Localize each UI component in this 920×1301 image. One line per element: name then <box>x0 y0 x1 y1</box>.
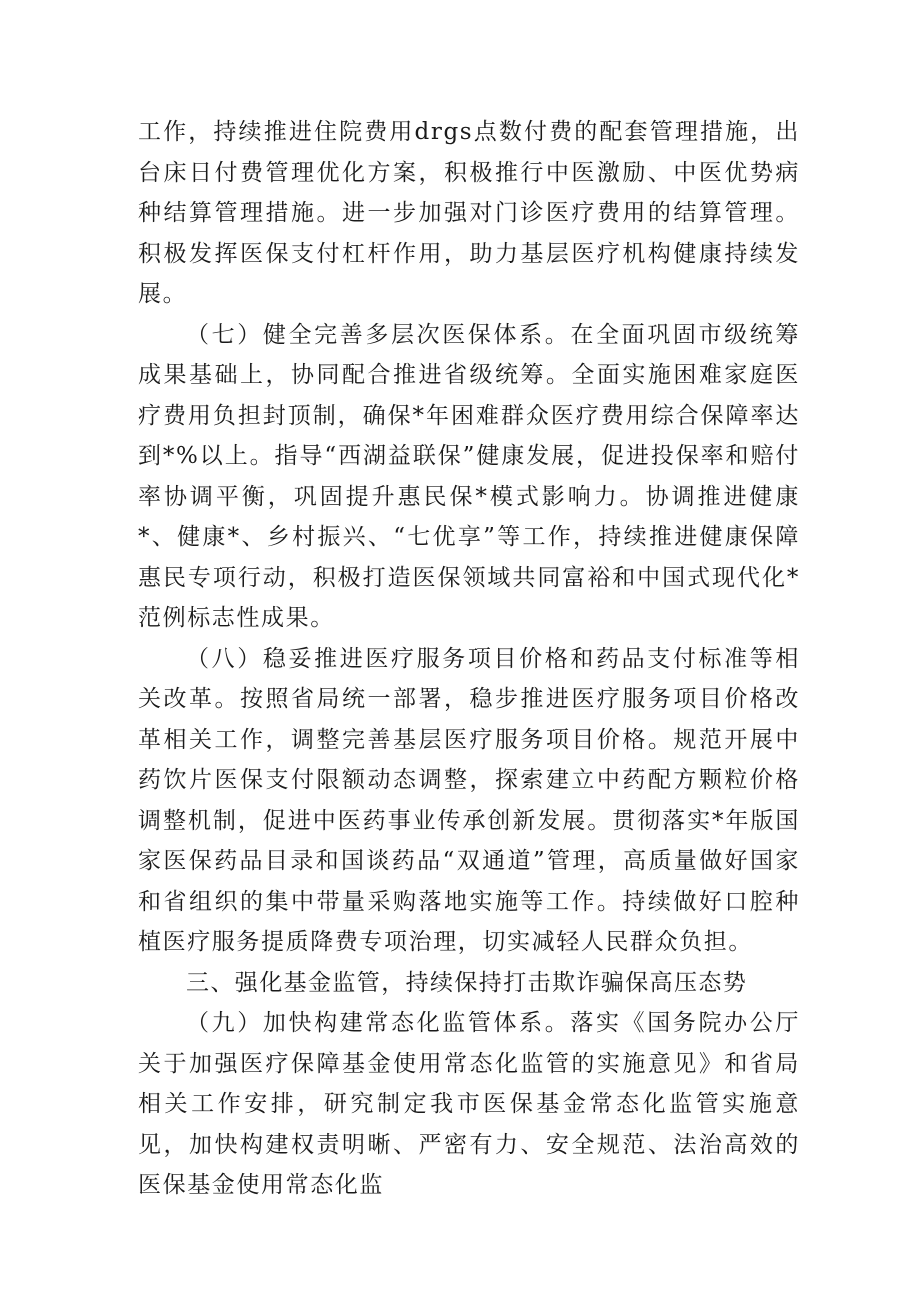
paragraph-seven: （七）健全完善多层次医保体系。在全面巩固市级统筹成果基础上，协同配合推进省级统筹。全面实施困难家庭医疗费用负担封顶制，确保*年困难群众医疗费用综合保障率达到*%以上。指导“西湖益联保”健康发展，促进投保率和赔付率协调平衡，巩固提升惠民保*模式影响力。协调推进健康*、健康*、乡村振兴、“七优享”等工作，持续推进健康保障惠民专项行动，积极打造医保领域共同富裕和中国式现代化*范例标志性成果。 <box>138 321 800 631</box>
paragraph-continuation: 工作，持续推进住院费用drgs点数付费的配套管理措施，出台床日付费管理优化方案，积极推行中医激励、中医优势病种结算管理措施。进一步加强对门诊医疗费用的结算管理。积极发挥医保支付杠杆作用，助力基层医疗机构健康持续发展。 <box>138 119 800 307</box>
paragraph-eight: （八）稳妥推进医疗服务项目价格和药品支付标准等相关改革。按照省局统一部署，稳步推进医疗服务项目价格改革相关工作，调整完善基层医疗服务项目价格。规范开展中药饮片医保支付限额动态调整，探索建立中药配方颗粒价格调整机制，促进中医药事业传承创新发展。贯彻落实*年版国家医保药品目录和国谈药品“双通道”管理，高质量做好国家和省组织的集中带量采购落地实施等工作。持续做好口腔种植医疗服务提质降费专项治理，切实减轻人民群众负担。 <box>138 645 800 955</box>
section-heading: 三、强化基金监管，持续保持打击欺诈骗保高压态势 <box>186 969 748 996</box>
paragraph-nine: （九）加快构建常态化监管体系。落实《国务院办公厅关于加强医疗保障基金使用常态化监管的实施意见》和省局相关工作安排，研究制定我市医保基金常态化监管实施意见，加快构建权责明晰、严密有力、安全规范、法治高效的医保基金使用常态化监 <box>138 1010 800 1198</box>
document-body <box>138 112 800 1206</box>
